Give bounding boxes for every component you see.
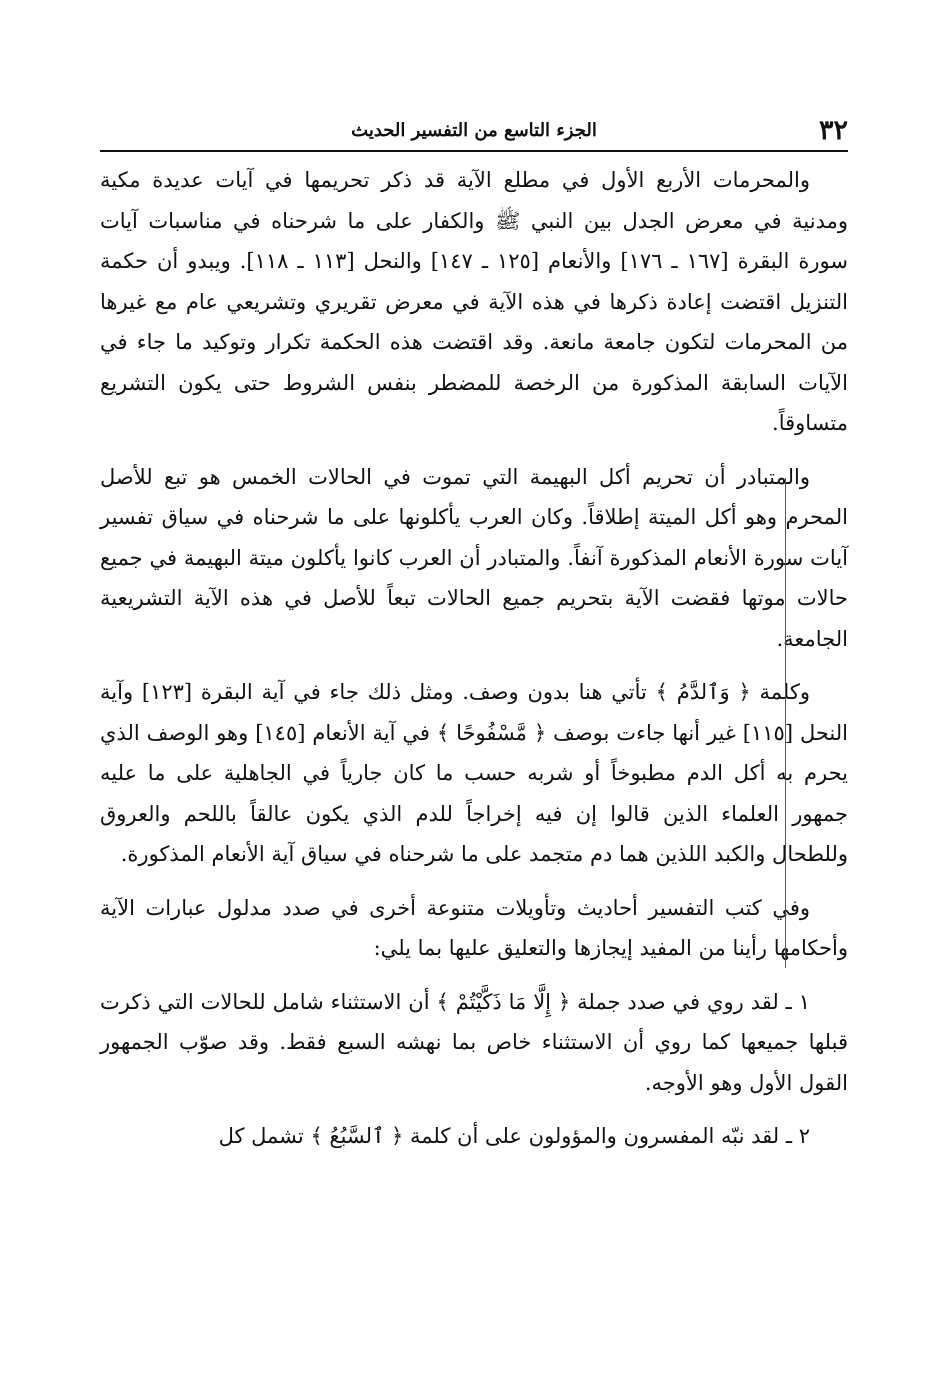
paragraph-1: والمحرمات الأربع الأول في مطلع الآية قد ذكر تحريمها في آيات عديدة مكية ومدنية في معرض الجدل بين النبي ﷺ والكفار على ما شرحناه في مناسبات آيات سورة البقرة [١٦٧ ـ ١٧٦] والأنعام [١٢٥ ـ ١٤٧] والنحل [١١٣ ـ ١١٨]. ويبدو أن حكمة التنزيل اقتضت إعادة ذكرها في هذه الآية في معرض تقريري وتشريعي عام مع غيرها من المحرمات لتكون جامعة مانعة. وقد اقتضت هذه الحكمة تكرار وتوكيد ما جاء في الآيات السابقة المذكورة من الرخصة للمضطر بنفس الشروط حتى يكون التشريع متساوقاً. [100, 168, 848, 435]
paragraph-5: ١ ـ لقد روي في صدد جملة ﴿ إِلَّا مَا ذَكَّيْتُمْ ﴾ أن الاستثناء شامل للحالات التي ذكرت قبلها جميعها كما روي أن الاستثناء خاص بما نهشه السبع فقط. وقد صوّب الجمهور القول الأول وهو الأوجه. [100, 989, 848, 1095]
header-rule [100, 150, 848, 152]
running-header [100, 112, 848, 152]
scan-margin-line [785, 478, 786, 968]
paragraph-2: والمتبادر أن تحريم أكل البهيمة التي تموت في الحالات الخمس هو تبع للأصل المحرم وهو أكل الميتة إطلاقاً. وكان العرب يأكلونها على ما شرحناه في سياق تفسير آيات سورة الأنعام المذكورة آنفاً. والمتبادر أن العرب كانوا يأكلون ميتة البهيمة في جميع حالات موتها فقضت الآية بتحريم جميع الحالات تبعاً للأصل في هذه الآية التشريعية الجامعة. [100, 464, 848, 651]
paragraph-6: ٢ ـ لقد نبّه المفسرون والمؤولون على أن كلمة ﴿ ٱلسَّبُعُ ﴾ تشمل كل [218, 1124, 810, 1148]
body-text [100, 160, 848, 1170]
paragraph-3: وكلمة ﴿ وَٱلدَّمُ ﴾ تأتي هنا بدون وصف. ومثل ذلك جاء في آية البقرة [١٢٣] وآية النحل [١١٥] غير أنها جاءت بوصف ﴿ مَّسْفُوحًا ﴾ في آية الأنعام [١٤٥] وهو الوصف الذي يحرم به أكل الدم مطبوخاً أو شربه حسب ما كان جارياً في الجاهلية على ما عليه جمهور العلماء الذين قالوا إن فيه إخراجاً للدم الذي يكون عالقاً باللحم والعروق وللطحال والكبد اللذين هما دم متجمد على ما شرحناه في سياق آية الأنعام المذكورة. [100, 680, 848, 866]
page-number: ٣٢ [818, 115, 848, 146]
paragraph-4: وفي كتب التفسير أحاديث وتأويلات متنوعة أخرى في صدد مدلول عبارات الآية وأحكامها رأينا من المفيد إيجازها والتعليق عليها بما يلي: [100, 895, 848, 960]
running-title: الجزء التاسع من التفسير الحديث [351, 120, 597, 141]
